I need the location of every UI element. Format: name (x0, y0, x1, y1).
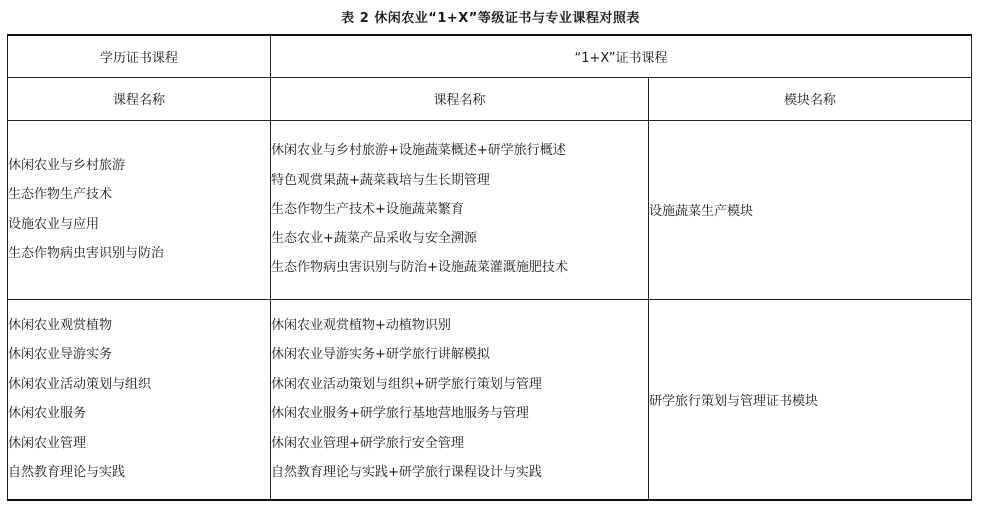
header-onex-course-name: 课程名称 (271, 77, 649, 120)
list-item: 休闲农业导游实务 (8, 347, 113, 363)
table-row (8, 120, 972, 299)
list-item: 休闲农业管理 (8, 435, 87, 451)
module-name-cell: 研学旅行策划与管理证书模块 (649, 299, 972, 500)
table-row (8, 299, 972, 500)
list-item: 特色观赏果蔬+蔬菜栽培与生长期管理 (271, 172, 490, 188)
list-item: 休闲农业活动策划与组织 (8, 376, 152, 392)
module-name-cell: 设施蔬菜生产模块 (649, 120, 972, 299)
list-item: 休闲农业服务+研学旅行基地营地服务与管理 (271, 406, 529, 422)
header-module-name: 模块名称 (649, 77, 972, 120)
header-degree-course-group: 学历证书课程 (8, 35, 271, 77)
course-comparison-table (7, 34, 972, 501)
list-item: 休闲农业观赏植物+动植物识别 (271, 317, 451, 333)
list-item: 设施农业与应用 (8, 216, 100, 232)
list-item: 生态农业+蔬菜产品采收与安全溯源 (271, 231, 477, 247)
list-item: 生态作物生产技术+设施蔬菜繁育 (271, 201, 464, 217)
list-item: 休闲农业与乡村旅游+设施蔬菜概述+研学旅行概述 (271, 143, 566, 159)
onex-course-list (271, 120, 649, 299)
list-item: 生态作物病虫害识别与防治+设施蔬菜灌溉施肥技术 (271, 260, 568, 276)
degree-course-list (8, 120, 271, 299)
table-caption: 表 2 休闲农业“1+X”等级证书与专业课程对照表 (341, 11, 640, 26)
list-item: 生态作物生产技术 (8, 187, 113, 202)
degree-course-list (8, 299, 271, 500)
list-item: 休闲农业导游实务+研学旅行讲解模拟 (271, 347, 490, 363)
list-item: 休闲农业与乡村旅游 (8, 157, 126, 173)
list-item: 自然教育理论与实践+研学旅行课程设计与实践 (271, 465, 542, 481)
header-course-name: 课程名称 (8, 77, 271, 120)
list-item: 休闲农业活动策划与组织+研学旅行策划与管理 (271, 376, 542, 392)
onex-course-list (271, 299, 649, 500)
list-item: 生态作物病虫害识别与防治 (8, 246, 165, 261)
header-onex-course-group: “1+X”证书课程 (271, 35, 972, 77)
list-item: 自然教育理论与实践 (8, 465, 126, 481)
list-item: 休闲农业管理+研学旅行安全管理 (271, 435, 464, 451)
header-row-group (8, 35, 972, 77)
list-item: 休闲农业服务 (8, 406, 87, 422)
list-item: 休闲农业观赏植物 (8, 317, 113, 333)
header-row-columns (8, 77, 972, 120)
